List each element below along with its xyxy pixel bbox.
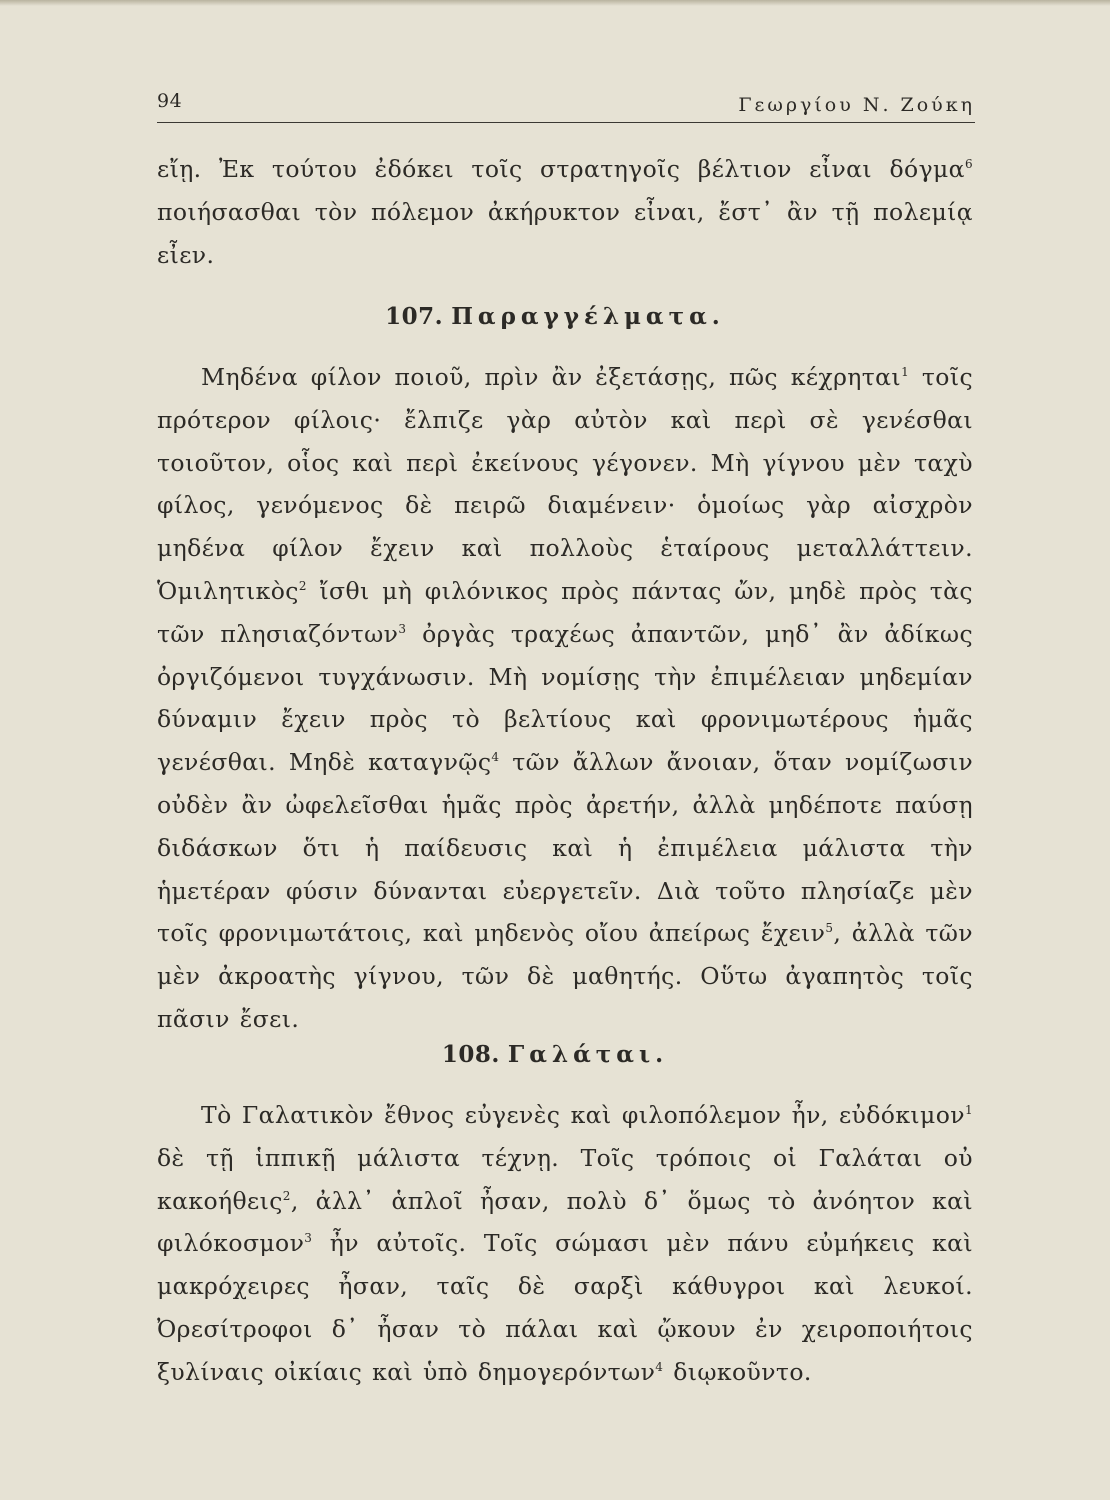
page-header bbox=[157, 88, 975, 123]
text-run: ποιήσασθαι τὸν πόλεμον ἀκήρυκτον εἶναι, ἔστ᾽ ἂν τῇ πολεμίᾳ εἶεν. bbox=[157, 197, 973, 269]
text-run: εἴῃ. Ἐκ τούτου ἐδόκει τοῖς στρατηγοῖς βέλτιον εἶναι δόγμα bbox=[157, 155, 965, 183]
section-number: 107. bbox=[385, 303, 444, 330]
footnote-marker: 1 bbox=[901, 365, 910, 379]
footnote-marker: 2 bbox=[282, 1188, 291, 1203]
text-run: Τὸ Γαλατικὸν ἔθνος εὐγενὲς καὶ φιλοπόλεμον ἦν, εὐδόκιμον bbox=[201, 1101, 965, 1129]
footnote-marker: 4 bbox=[655, 1359, 664, 1374]
text-run: , ἀλλ᾽ ἁπλοῖ ἦσαν, πολὺ δ᾽ ὅμως τὸ ἀνόητον καὶ φιλόκοσμον bbox=[157, 1186, 973, 1258]
section-title: Παραγγέλματα. bbox=[451, 303, 725, 330]
footnote-marker: 3 bbox=[398, 621, 407, 636]
footnote-marker: 2 bbox=[298, 578, 307, 593]
footnote-marker: 6 bbox=[964, 157, 973, 171]
section-heading-107 bbox=[0, 303, 1110, 330]
running-head: Γεωργίου Ν. Ζούκη bbox=[738, 94, 975, 116]
footnote-marker: 3 bbox=[304, 1231, 313, 1246]
text-run: δὲ τῇ ἱππικῇ μάλιστα τέχνῃ. Τοῖς τρόποις οἱ Γαλάται οὐ κακοήθεις bbox=[157, 1143, 973, 1215]
section-107-paragraph bbox=[157, 356, 973, 1041]
section-108-paragraph bbox=[157, 1094, 973, 1394]
section-title: Γαλάται. bbox=[507, 1041, 669, 1068]
text-run: ἴσθι μὴ φιλόνικος πρὸς πάντας ὤν, μηδὲ πρὸς τὰς τῶν πλησιαζόντων bbox=[157, 576, 973, 648]
section-heading-108 bbox=[0, 1041, 1110, 1068]
text-run: Μηδένα φίλον ποιοῦ, πρὶν ἂν ἐξετάσῃς, πῶς κέχρηται bbox=[201, 363, 902, 391]
text-run: ὀργὰς τραχέως ἀπαντῶν, μηδ᾽ ἂν ἀδίκως ὀργιζόμενοι τυγχάνωσιν. Μὴ νομίσῃς τὴν ἐπιμέλειαν μηδεμίαν δύναμιν ἔχειν πρὸς τὸ βελτίους καὶ φρονιμωτέρους ἡμᾶς γενέσθαι. Μηδὲ καταγνῷς bbox=[157, 619, 974, 777]
intro-paragraph bbox=[157, 148, 973, 276]
text-run: τῶν ἄλλων ἄνοιαν, ὅταν νομίζωσιν οὐδὲν ἂν ὠφελεῖσθαι ἡμᾶς πρὸς ἀρετήν, ἀλλὰ μηδέποτε παύσῃ διδάσκων ὅτι ἡ παίδευσις καὶ ἡ ἐπιμέλεια μάλιστα τὴν ἡμετέραν φύσιν δύνανται εὐεργετεῖν. Διὰ τοῦτο πλησίαζε μὲν τοῖς φρονιμωτάτοις, καὶ μηδενὸς οἴου ἀπείρως ἔχειν bbox=[157, 748, 973, 948]
text-run: διῳκοῦντο. bbox=[663, 1357, 812, 1386]
text-run: ἦν αὐτοῖς. Τοῖς σώμασι μὲν πάνυ εὐμήκεις καὶ μακρόχειρες ἦσαν, ταῖς δὲ σαρξὶ κάθυγροι καὶ λευκοί. Ὀρεσίτροφοι δ᾽ ἦσαν τὸ πάλαι καὶ ᾤκουν ἐν χειροποιήτοις ξυλίναις οἰκίαις καὶ ὑπὸ δημογερόντων bbox=[157, 1229, 973, 1386]
page-number: 94 bbox=[157, 90, 183, 112]
footnote-marker: 4 bbox=[491, 750, 500, 765]
section-number: 108. bbox=[441, 1041, 500, 1068]
text-run: τοῖς πρότερον φίλοις· ἔλπιζε γὰρ αὐτὸν καὶ περὶ σὲ γενέσθαι τοιοῦτον, οἷος καὶ περὶ ἐκείνους γέγονεν. Μὴ γίγνου μὲν ταχὺ φίλος, γενόμενος δὲ πειρῶ διαμένειν· ὁμοίως γὰρ αἰσχρὸν μηδένα φίλον ἔχειν καὶ πολλοὺς ἑταίρους μεταλλάττειν. Ὁμιλητικὸς bbox=[157, 363, 974, 605]
page-top-edge bbox=[0, 0, 1110, 6]
text-run: , ἀλλὰ τῶν μὲν ἀκροατὴς γίγνου, τῶν δὲ μαθητής. Οὕτω ἀγαπητὸς τοῖς πᾶσιν ἔσει. bbox=[157, 919, 973, 1033]
footnote-marker: 1 bbox=[964, 1103, 973, 1117]
footnote-marker: 5 bbox=[825, 921, 834, 936]
